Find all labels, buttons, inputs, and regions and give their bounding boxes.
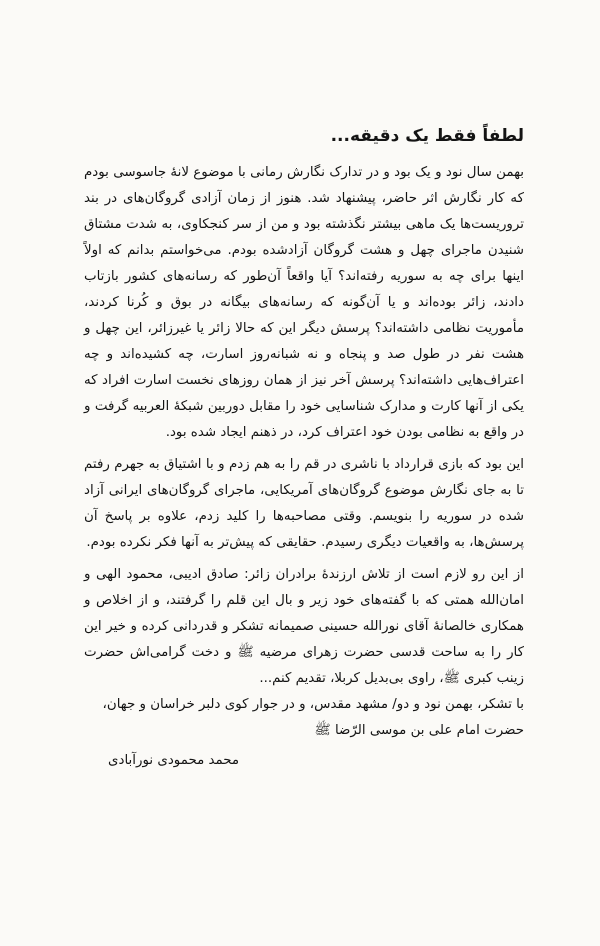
closing-line: با تشکر، بهمن نود و دو/ مشهد مقدس، و در جوار کوی دلبر خراسان و جهان، حضرت امام علی بن موسی الرّضا ﷺ (102, 697, 524, 738)
page-title: لطفاً فقط یک دقیقه... (330, 126, 524, 146)
paragraph-intro: بهمن سال نود و یک بود و در تدارک نگارش رمانی با موضوع لانهٔ جاسوسی بودم که کار نگارش اثر حاضر، پیشنهاد شد. هنوز از زمان آزادی گروگان‌های در بند تروریست‌ها یک ماهی بیشتر نگذشته بود و من از سر کنجکاوی، به شدت مشتاق شنیدن ماجرای چهل و هشت گروگان آزادشده بودم. می‌خواستم بدانم که اولاً اینها برای چه به سوریه رفته‌اند؟ آیا واقعاً آن‌طور که رسانه‌های کشور بازتاب دادند، زائر بوده‌اند و یا آن‌گونه که رسانه‌های بیگانه در بوق و کُرنا کردند، مأموریت نظامی داشته‌اند؟ پرسش دیگر این که حالا زائر یا غیرزائر، این چهل و هشت نفر در طول صد و پنجاه و نه شبانه‌روز اسارت، چه کشیده‌اند و چه اعتراف‌هایی داشته‌اند؟ پرسش آخر نیز از همان روزهای نخست اسارت افراد که یکی از آنها کارت و مدارک شناسایی خود را مقابل دوربین شبکهٔ العربیه گرفت و در واقع به نظامی بودن خود اعتراف کرد، در ذهنم ایجاد شده بود. (84, 165, 524, 440)
paragraph-research: این بود که بازی قرارداد با ناشری در قم را به هم زدم و با اشتیاق به جهرم رفتم تا به جای نگارش موضوع گروگان‌های آمریکایی، ماجرای گروگان‌های ایرانی آزاد شده در سوریه را بنویسم. وقتی مصاحبه‌ها را کلید زدم، علاوه بر پاسخ آن پرسش‌ها، به واقعیات دیگری رسیدم. حقایقی که پیش‌تر به آنها فکر نکرده بودم. (84, 457, 524, 550)
paragraph-acknowledgment: از این رو لازم است از تلاش ارزندهٔ برادران زائر: صادق ادیبی، محمود الهی و امان‌الله همتی که با گفته‌های خود زیر و بال این قلم را گرفتند، و از اخلاص و همکاری خالصانهٔ آقای نورالله حسینی صمیمانه تشکر و قدردانی کرده و خیر این کار را به ساحت قدسی حضرت زهرای مرضیه ﷺ و دخت گرامی‌اش حضرت زینب کبری ﷺ، راوی بی‌بدیل کربلا، تقدیم کنم... (84, 567, 524, 686)
page-content (84, 124, 524, 774)
author-signature: محمد محمودی نورآبادی (108, 753, 240, 768)
